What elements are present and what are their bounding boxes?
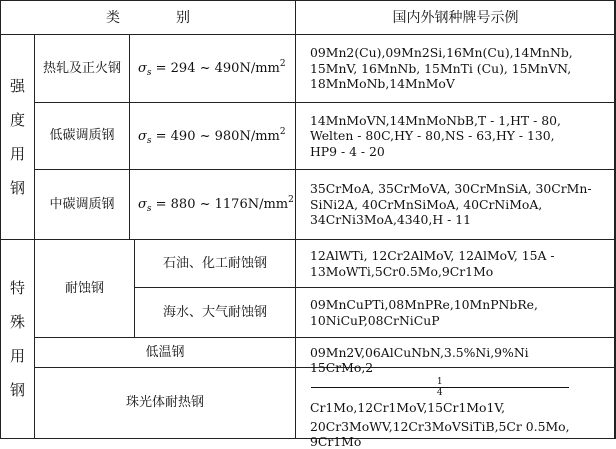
row-pearlitic-examples: 15CrMo,2 1 4 Cr1Mo,12Cr1MoV,15Cr1Mo1V, 20Cr3MoWV,12Cr3MoVSiTiB,5Cr 0.5Mo, 9Cr1Mo (296, 368, 616, 439)
row-hot-rolled-examples: 09Mn2(Cu),09Mn2Si,16Mn(Cu),14MnNb, 15MnV, 16MnNb, 15MnTi (Cu), 15MnVN, 18MnMoNb,14MnMoV (296, 35, 616, 103)
row-medium-carbon-range: $\sigma_s = 880$ ~ $1176N/mm^2$ (130, 170, 296, 240)
row-pearlitic-name: 珠光体耐热钢 (35, 368, 296, 439)
header-examples: 国内外钢种牌号示例 (296, 0, 616, 35)
row-corrosion-name: 耐蚀钢 (35, 240, 135, 338)
row-hot-rolled-name: 热轧及正火钢 (35, 35, 130, 103)
row-medium-carbon-examples: 35CrMoA, 35CrMoVA, 30CrMnSiA, 30CrMn- SiNi2A, 40CrMnSiMoA, 40CrNiMoA, 34CrNi3MoA,4340,H - 11 (296, 170, 616, 240)
row-corrosion-sea-examples: 09MnCuPTi,08MnPRe,10MnPNbRe, 10NiCuP,08CrNiCuP (296, 288, 616, 338)
row-hot-rolled-range: $\sigma_s = 294$ ~ $490N/mm^2$ (130, 35, 296, 103)
header-category: 类 别 (0, 0, 296, 35)
row-low-carbon-range: $\sigma_s = 490$ ~ $980N/mm^2$ (130, 103, 296, 170)
row-low-carbon-examples: 14MnMoVN,14MnMoNbB,T - 1,HT - 80, Welten - 80C,HY - 80,NS - 63,HY - 130, HP9 - 4 - 20 (296, 103, 616, 170)
group-special-label: 特 殊 用 钢 (0, 240, 35, 439)
fraction: 1 4 (311, 377, 569, 398)
row-low-carbon-name: 低碳调质钢 (35, 103, 130, 170)
row-medium-carbon-name: 中碳调质钢 (35, 170, 130, 240)
row-corrosion-petro-examples: 12AlWTi, 12Cr2AlMoV, 12AlMoV, 15A - 13MoWTi,5Cr0.5Mo,9Cr1Mo (296, 240, 616, 288)
row-low-temp-name: 低温钢 (35, 338, 296, 368)
row-corrosion-petro-name: 石油、化工耐蚀钢 (135, 240, 296, 288)
row-corrosion-sea-name: 海水、大气耐蚀钢 (135, 288, 296, 338)
group-strength-label: 强 度 用 钢 (0, 35, 35, 240)
row-low-temp-examples: 09Mn2V,06AlCuNbN,3.5%Ni,9%Ni (296, 338, 616, 368)
